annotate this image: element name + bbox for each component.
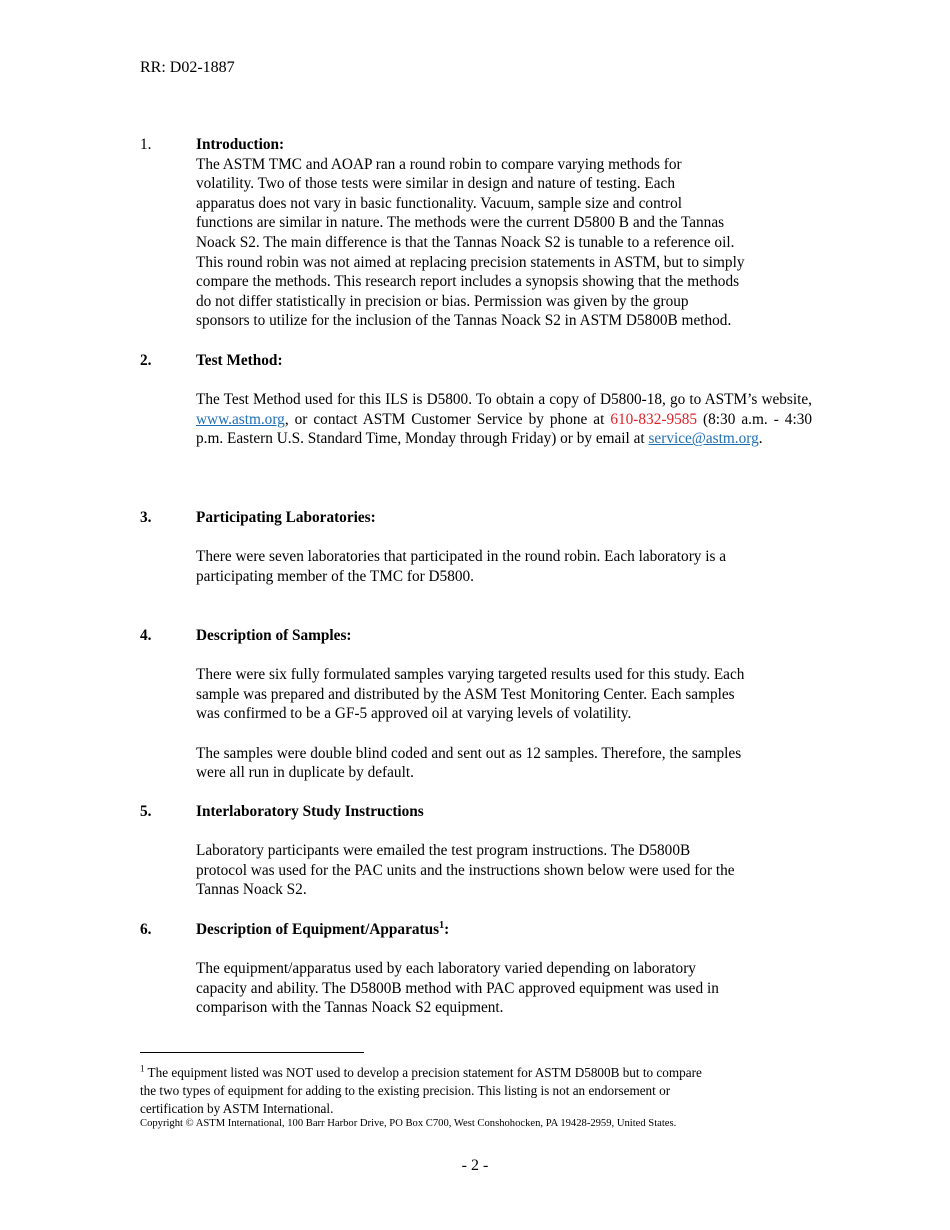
text-line: There were seven laboratories that participated in the round robin. Each laboratory is a	[196, 548, 727, 566]
text-line: was confirmed to be a GF-5 approved oil at varying levels of volatility.	[196, 705, 632, 723]
section-introduction	[140, 135, 812, 331]
text-run: .	[758, 430, 763, 448]
section-number: 4.	[140, 627, 152, 644]
text-line: The ASTM TMC and AOAP ran a round robin to compare varying methods for	[196, 155, 682, 173]
text-run: , or contact ASTM Customer Service by phone at	[284, 410, 611, 428]
footnote-marker: 1	[439, 919, 445, 931]
text-line: sponsors to utilize for the inclusion of the Tannas Noack S2 in ASTM D5800B method.	[196, 312, 732, 330]
text-line: sample was prepared and distributed by the ASM Test Monitoring Center. Each samples	[196, 685, 735, 703]
text-line: compare the methods. This research report includes a synopsis showing that the methods	[196, 273, 740, 291]
report-id-header: RR: D02-1887	[140, 59, 235, 76]
footnote-marker: 1	[140, 1063, 145, 1074]
section-heading: Description of Samples:	[196, 627, 352, 644]
section-number: 1.	[140, 136, 152, 153]
service-email-link[interactable]: service@astm.org	[648, 430, 759, 448]
text-line: capacity and ability. The D5800B method with PAC approved equipment was used in	[196, 979, 719, 997]
heading-suffix: :	[444, 921, 450, 938]
section-number: 3.	[140, 509, 152, 526]
heading-text: Description of Equipment/Apparatus	[196, 921, 440, 938]
section-paragraph	[196, 744, 812, 783]
section-number: 5.	[140, 803, 152, 820]
section-interlaboratory-study-instructions	[140, 802, 812, 900]
section-description-of-samples	[140, 626, 812, 783]
section-body	[196, 155, 812, 331]
section-body	[196, 841, 812, 900]
section-description-of-equipment	[140, 920, 812, 1018]
footnote-line: certification by ASTM International.	[140, 1101, 334, 1116]
text-run: The Test Method used for this ILS is D5800. To obtain a copy of D5800-18, go to ASTM’s website,	[196, 391, 812, 409]
text-line: protocol was used for the PAC units and the instructions shown below were used for the	[196, 861, 735, 879]
footnote-text: The equipment listed was NOT used to develop a precision statement for ASTM D5800B but to compare	[144, 1065, 702, 1080]
text-line: There were six fully formulated samples varying targeted results used for this study. Each	[196, 666, 745, 684]
section-body	[196, 390, 812, 449]
text-line: participating member of the TMC for D5800.	[196, 567, 474, 585]
section-body	[196, 959, 812, 1018]
text-line: were all run in duplicate by default.	[196, 764, 414, 782]
text-line: Noack S2. The main difference is that the Tannas Noack S2 is tunable to a reference oil.	[196, 233, 735, 251]
text-line: apparatus does not vary in basic functionality. Vacuum, sample size and control	[196, 194, 682, 212]
footnote-line: the two types of equipment for adding to the existing precision. This listing is not an endorsement or	[140, 1083, 671, 1098]
section-paragraph	[196, 665, 812, 724]
copyright-notice: Copyright © ASTM International, 100 Barr Harbor Drive, PO Box C700, West Conshohocken, PA 19428-2959, United States.	[140, 1118, 677, 1129]
text-run: (8:30 a.m. - 4:30 p.m. Eastern U.S. Standard Time, Monday through Friday) or by email at	[196, 410, 812, 448]
section-body	[196, 547, 812, 586]
section-heading: Interlaboratory Study Instructions	[196, 803, 424, 820]
section-number: 2.	[140, 352, 152, 369]
text-line: functions are similar in nature. The methods were the current D5800 B and the Tannas	[196, 214, 725, 232]
section-test-method	[140, 351, 812, 449]
text-line: Laboratory participants were emailed the test program instructions. The D5800B	[196, 842, 691, 860]
text-line: Tannas Noack S2.	[196, 881, 307, 899]
footnote	[140, 1064, 812, 1118]
page-number: - 2 -	[461, 1157, 489, 1174]
astm-website-link[interactable]: www.astm.org	[196, 410, 285, 428]
text-line: do not differ statistically in precision or bias. Permission was given by the group	[196, 292, 689, 310]
section-number: 6.	[140, 921, 152, 938]
text-line: The samples were double blind coded and sent out as 12 samples. Therefore, the samples	[196, 744, 742, 762]
text-line: volatility. Two of those tests were similar in design and nature of testing. Each	[196, 175, 675, 193]
footnote-line	[140, 1064, 812, 1082]
section-participating-laboratories	[140, 508, 812, 586]
section-heading: Participating Laboratories:	[196, 509, 376, 526]
section-heading: Introduction:	[196, 136, 285, 153]
footnote-divider	[140, 1052, 364, 1053]
section-heading	[196, 920, 812, 940]
text-line: This round robin was not aimed at replacing precision statements in ASTM, but to simply	[196, 253, 745, 271]
phone-number: 610-832-9585	[610, 410, 698, 428]
section-heading: Test Method:	[196, 352, 283, 369]
text-line: The equipment/apparatus used by each laboratory varied depending on laboratory	[196, 960, 696, 978]
text-line: comparison with the Tannas Noack S2 equipment.	[196, 999, 504, 1017]
